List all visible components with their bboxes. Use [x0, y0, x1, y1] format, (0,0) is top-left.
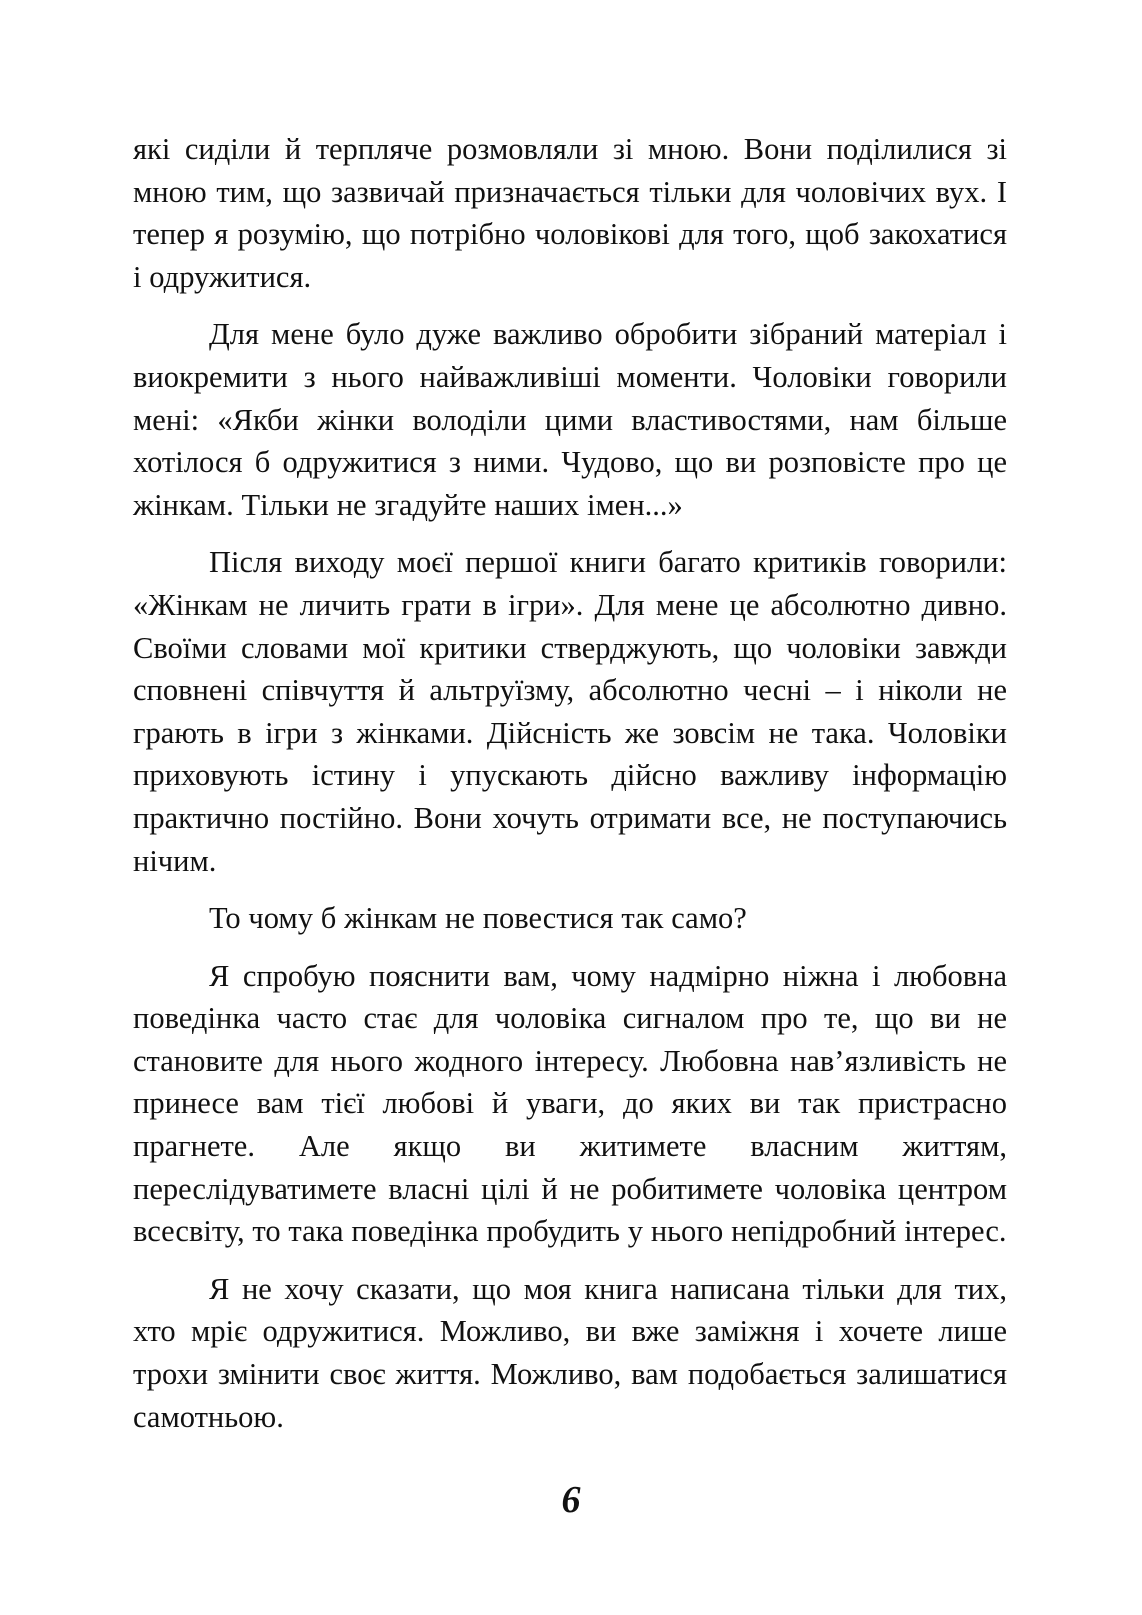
paragraph-6: Я не хочу сказати, що моя книга написана тільки для тих, хто мріє одружитися. Можливо, ви вже заміжня і хочете лише трохи змінити своє життя. Можливо, вам подобається залишатися самотньою.: [133, 1271, 1007, 1434]
page-text-block: [133, 128, 1007, 1438]
paragraph-5: Я спробую пояснити вам, чому надмірно ніжна і любовна поведінка часто стає для чоловіка сигналом про те, що ви не становите для нього жодного інтересу. Любовна нав’язливість не принесе вам тієї любові й уваги, до яких ви так пристрасно прагнете. Але якщо ви житимете власним життям, переслідуватимете власні цілі й не робитимете чоловіка центром всесвіту, то така поведінка пробудить у нього непідробний інтерес.: [133, 958, 1007, 1249]
paragraph-3: Після виходу моєї першої книги багато критиків говорили: «Жінкам не личить грати в ігри». Для мене це абсолютно дивно. Своїми словами мої критики стверджують, що чоловіки завжди сповнені співчуття й альтруїзму, абсолютно чесні – і ніколи не грають в ігри з жінками. Дійсність же зовсім не така. Чоловіки приховують істину і упускають дійсно важливу інформацію практично постійно. Вони хочуть отримати все, не поступаючись нічим.: [133, 545, 1007, 878]
paragraph-1: які сиділи й терпляче розмовляли зі мною. Вони поділилися зі мною тим, що зазвичай призначається тільки для чоловічих вух. І тепер я розумію, що потрібно чоловікові для того, щоб закохатися і одружитися.: [133, 132, 1007, 294]
paragraph-4: То чому б жінкам не повестися так само?: [209, 901, 747, 936]
page-number: 6: [561, 1479, 581, 1521]
paragraph-2: Для мене було дуже важливо обробити зібраний матеріал і виокремити з нього найважливіші моменти. Чоловіки говорили мені: «Якби жінки володіли цими властивостями, нам більше хотілося б одружитися з ними. Чудово, що ви розповісте про це жінкам. Тільки не згадуйте наших імен...»: [133, 317, 1007, 522]
